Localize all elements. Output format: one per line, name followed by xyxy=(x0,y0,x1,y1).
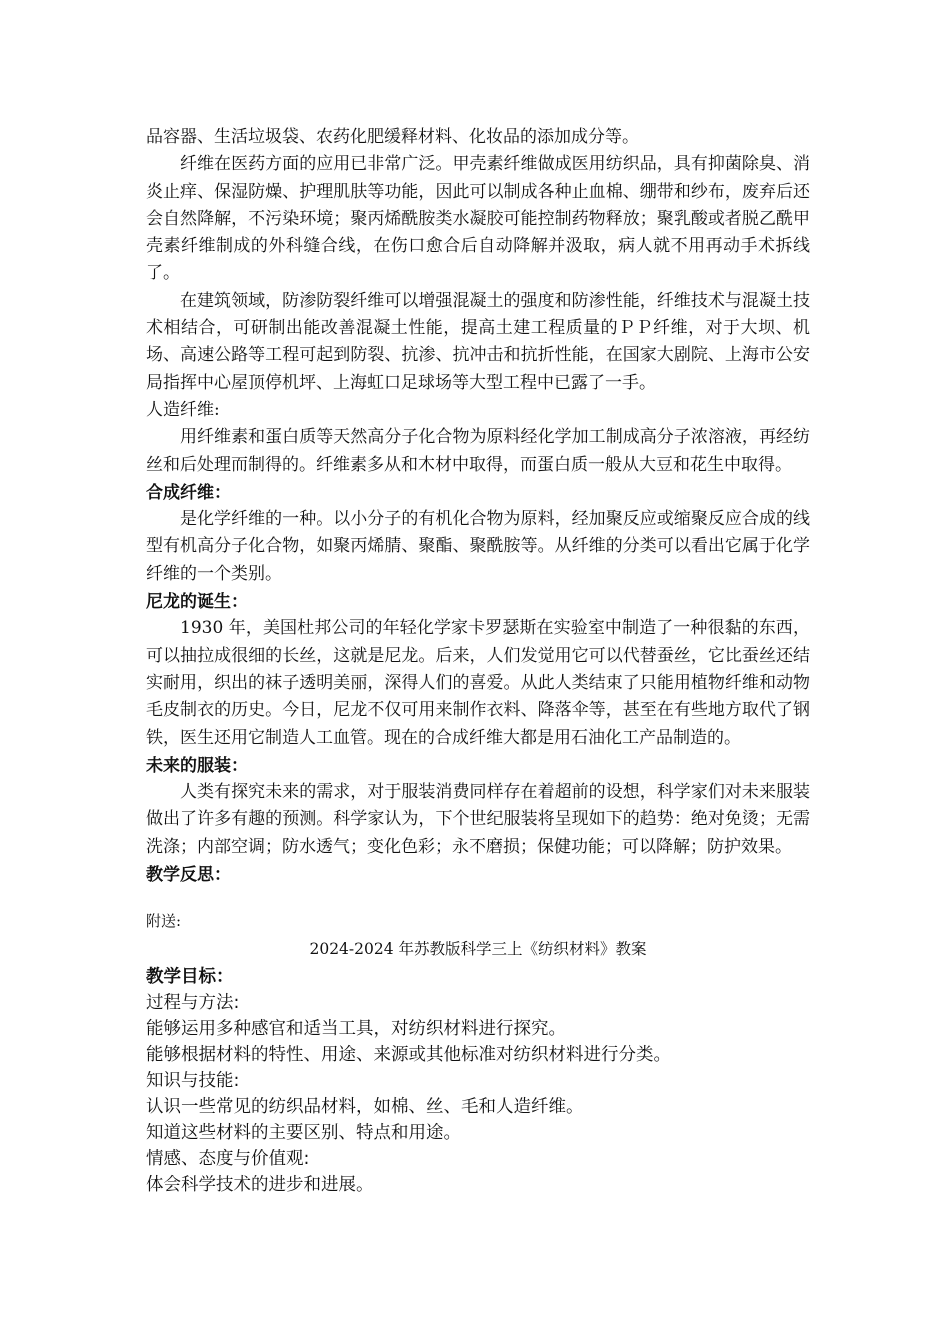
paragraph-construction: 在建筑领域，防渗防裂纤维可以增强混凝土的强度和防渗性能，纤维技术与混凝土技术相结合，可研制出能改善混凝土性能，提高土建工程质量的ＰＰ纤维，对于大坝、机场、高速公路等工程可起到防裂、抗渗、抗冲击和抗折性能，在国家大剧院、上海市公安局指挥中心屋顶停机坪、上海虹口足球场等大型工程中已露了一手。 xyxy=(146,290,810,393)
paragraph-future-clothing: 人类有探究未来的需求，对于服装消费同样存在着超前的设想，科学家们对未来服装做出了许多有趣的预测。科学家认为，下个世纪服装将呈现如下的趋势：绝对免烫；无需洗涤；内部空调；防水透气；变化色彩；永不磨损；保健功能；可以降解；防护效果。 xyxy=(146,782,810,857)
paragraph-artificial-fiber: 用纤维素和蛋白质等天然高分子化合物为原料经化学加工制成高分子浓溶液，再经纺丝和后处理而制得的。纤维素多从和木材中取得，而蛋白质一般从大豆和花生中取得。 xyxy=(146,427,810,475)
paragraph-medical: 纤维在医药方面的应用已非常广泛。甲壳素纤维做成医用纺织品，具有抑菌除臭、消炎止痒、保湿防燥、护理肌肤等功能，因此可以制成各种止血棉、绷带和纱布，废弃后还会自然降解，不污染环境；聚丙烯酰胺类水凝胶可能控制药物释放；聚乳酸或者脱乙酰甲壳素纤维制成的外科缝合线，在伤口愈合后自动降解并汲取，病人就不用再动手术拆线了。 xyxy=(146,154,810,284)
attached-label: 附送: xyxy=(146,912,182,931)
heading-reflection: 教学反思： xyxy=(146,865,231,885)
paragraph-nylon: 1930 年，美国杜邦公司的年轻化学家卡罗瑟斯在实验室中制造了一种很黏的东西，可以抽拉成很细的长丝，这就是尼龙。后来，人们发觉用它可以代替蚕丝，它比蚕丝还结实耐用，织出的袜子透明美丽，深得人们的喜爱。从此人类结束了只能用植物纤维和动物毛皮制衣的历史。今日，尼龙不仅可用来制作衣料、降落伞等，甚至在有些地方取代了钢铁，医生还用它制造人工血管。现在的合成纤维大都是用石油化工产品制造的。 xyxy=(146,618,810,748)
document-page xyxy=(146,124,810,1198)
heading-future-clothing: 未来的服装： xyxy=(146,755,248,775)
goal-item: 知道这些材料的主要区别、特点和用途。 xyxy=(146,1123,461,1144)
spacer xyxy=(146,888,810,910)
heading-teaching-goals: 教学目标： xyxy=(146,967,234,988)
goal-item: 能够运用多种感官和适当工具，对纺织材料进行探究。 xyxy=(146,1019,566,1040)
goal-item: 能够根据材料的特性、用途、来源或其他标准对纺织材料进行分类。 xyxy=(146,1045,671,1066)
goal-attitude-label: 情感、态度与价值观: xyxy=(146,1149,310,1170)
goal-item: 体会科学技术的进步和进展。 xyxy=(146,1175,374,1196)
goal-item: 认识一些常见的纺织品材料，如棉、丝、毛和人造纤维。 xyxy=(146,1097,584,1118)
paragraph-synthetic-fiber: 是化学纤维的一种。以小分子的有机化合物为原料，经加聚反应或缩聚反应合成的线型有机高分子化合物，如聚丙烯腈、聚酯、聚酰胺等。从纤维的分类可以看出它属于化学纤维的一个类别。 xyxy=(146,509,810,584)
goal-knowledge-label: 知识与技能: xyxy=(146,1071,240,1092)
paragraph-intro: 品容器、生活垃圾袋、农药化肥缓释材料、化妆品的添加成分等。 xyxy=(146,127,639,147)
lesson-title: 2024-2024 年苏教版科学三上《纺织材料》教案 xyxy=(309,940,647,959)
goal-process-label: 过程与方法: xyxy=(146,993,240,1014)
heading-synthetic-fiber: 合成纤维： xyxy=(146,482,231,502)
label-artificial-fiber: 人造纤维: xyxy=(146,399,220,420)
heading-nylon: 尼龙的诞生： xyxy=(146,592,248,612)
